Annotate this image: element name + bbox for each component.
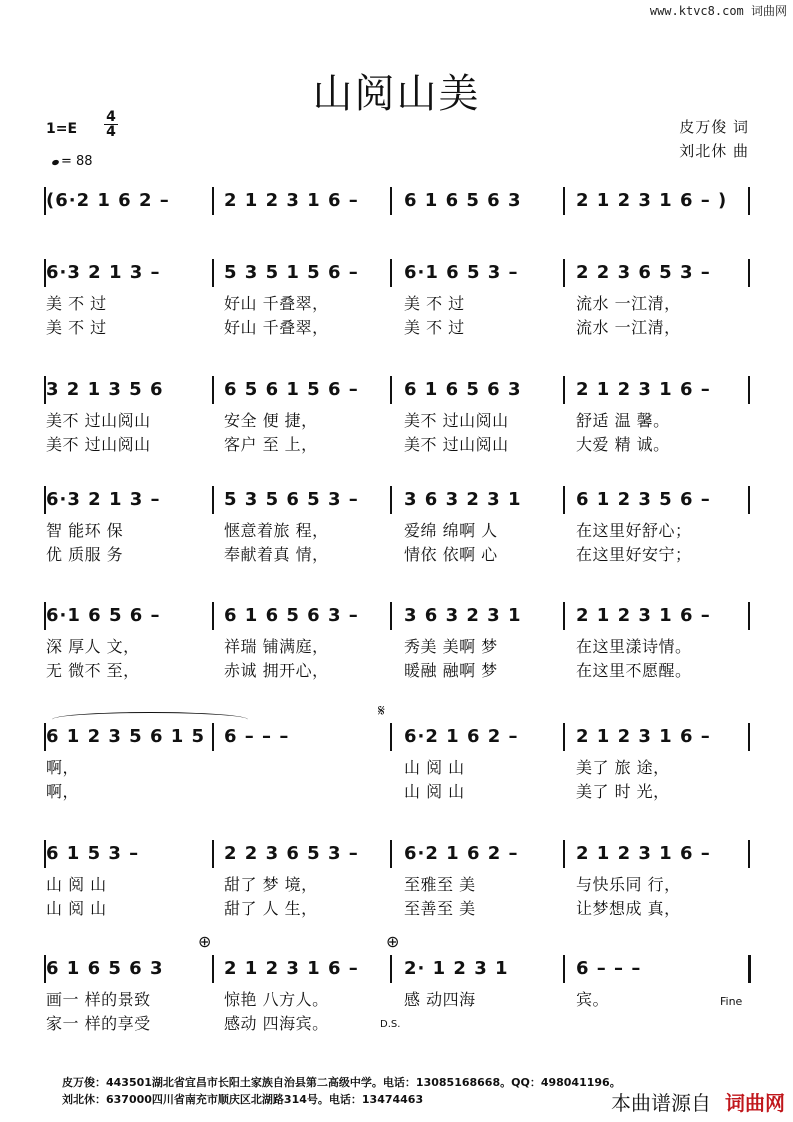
barline <box>563 723 565 751</box>
measure-notes: 3 6 3 2 3 1 <box>404 489 522 510</box>
lyric-1: 美了 旅 途， <box>576 758 670 777</box>
lyric-2: 大爱 精 诚。 <box>576 435 670 454</box>
lyric-2: 山 阅 山 <box>404 782 465 801</box>
barline <box>563 259 565 287</box>
lyric-2: 至善至 美 <box>404 899 476 918</box>
barline <box>390 259 392 287</box>
lyric-1: 感 动四海 <box>404 990 476 1009</box>
barline <box>748 840 750 868</box>
measure-notes: 6 – – – <box>576 958 642 979</box>
measure-notes: 6 1 6 5 6 3 – <box>224 605 359 626</box>
barline <box>390 602 392 630</box>
barline <box>748 259 750 287</box>
time-top: 4 <box>106 109 116 125</box>
barline <box>212 840 214 868</box>
lyric-1: 爱绵 绵啊 人 <box>404 521 498 540</box>
lyric-2: 感动 四海宾。 <box>224 1014 329 1033</box>
lyric-2: 奉献着真 情， <box>224 545 329 564</box>
lyric-1: 美 不 过 <box>404 294 465 313</box>
barline <box>212 187 214 215</box>
barline <box>390 723 392 751</box>
barline <box>748 187 750 215</box>
barline <box>212 955 214 983</box>
fine-mark: Fine <box>720 995 743 1008</box>
measure-notes: 2 1 2 3 1 6 – <box>576 379 711 400</box>
lyric-2: 美不 过山阅山 <box>46 435 151 454</box>
lyric-1: 山 阅 山 <box>46 875 107 894</box>
measure-notes: (6·2 1 6 2 – <box>46 190 170 211</box>
lyric-2: 甜了 人 生， <box>224 899 318 918</box>
lyric-1: 流水 一江清， <box>576 294 681 313</box>
lyric-1: 至雅至 美 <box>404 875 476 894</box>
barline <box>748 486 750 514</box>
lyric-1: 深 厚人 文， <box>46 637 140 656</box>
measure-notes: 5 3 5 1 5 6 – <box>224 262 359 283</box>
lyric-1: 智 能环 保 <box>46 521 124 540</box>
barline <box>748 602 750 630</box>
measure-notes: 6·2 1 6 2 – <box>404 726 519 747</box>
time-signature <box>104 110 118 139</box>
lyric-1: 在这里漾诗情。 <box>576 637 692 656</box>
barline <box>212 602 214 630</box>
lyric-2: 在这里不愿醒。 <box>576 661 692 680</box>
brand-logo-text: 词曲网 <box>725 1091 785 1115</box>
barline <box>748 723 750 751</box>
barline <box>44 376 46 404</box>
footer-line-1: 皮万俊：443501湖北省宜昌市长阳土家族自治县第二高级中学。电话：13085168668。QQ：498041196。 <box>62 1076 621 1089</box>
measure-notes: 6·1 6 5 3 – <box>404 262 519 283</box>
composer-credit: 刘北休 曲 <box>679 142 749 160</box>
slur <box>52 712 248 727</box>
measure-notes: 6 1 2 3 5 6 1 5 <box>46 726 206 747</box>
barline <box>212 376 214 404</box>
lyric-1: 好山 千叠翠， <box>224 294 329 313</box>
barline <box>390 955 392 983</box>
lyric-2: 暖融 融啊 梦 <box>404 661 498 680</box>
lyricist-credit: 皮万俊 词 <box>679 118 749 136</box>
barline <box>563 376 565 404</box>
barline <box>563 602 565 630</box>
lyric-1: 宾。 <box>576 990 610 1009</box>
lyric-2: 无 微不 至， <box>46 661 140 680</box>
ds-mark: D.S. <box>380 1019 401 1030</box>
lyric-2: 优 质服 务 <box>46 545 124 564</box>
lyric-1: 美 不 过 <box>46 294 107 313</box>
lyric-1: 惬意着旅 程， <box>224 521 329 540</box>
barline <box>748 955 751 983</box>
barline <box>212 486 214 514</box>
measure-notes: 6 – – – <box>224 726 290 747</box>
measure-notes: 2· 1 2 3 1 <box>404 958 509 979</box>
lyric-2: 好山 千叠翠， <box>224 318 329 337</box>
measure-notes: 2 1 2 3 1 6 – <box>576 843 711 864</box>
barline <box>563 840 565 868</box>
barline <box>563 187 565 215</box>
barline <box>44 602 46 630</box>
lyric-1: 惊艳 八方人。 <box>224 990 329 1009</box>
song-title: 山阅山美 <box>312 71 481 117</box>
barline <box>390 486 392 514</box>
lyric-1: 美不 过山阅山 <box>46 411 151 430</box>
measure-notes: 6·1 6 5 6 – <box>46 605 161 626</box>
quarter-note-icon <box>51 159 59 166</box>
measure-notes: 2 1 2 3 1 6 – <box>224 190 359 211</box>
barline <box>212 723 214 751</box>
lyric-1: 舒适 温 馨。 <box>576 411 670 430</box>
lyric-2: 让梦想成 真， <box>576 899 681 918</box>
lyric-2: 美 不 过 <box>46 318 107 337</box>
lyric-1: 秀美 美啊 梦 <box>404 637 498 656</box>
lyric-1: 与快乐同 行， <box>576 875 681 894</box>
source-brand <box>611 1087 785 1116</box>
measure-notes: 3 2 1 3 5 6 <box>46 379 164 400</box>
lyric-2: 在这里好安宁； <box>576 545 692 564</box>
barline <box>563 486 565 514</box>
barline <box>44 259 46 287</box>
tempo-value: = 88 <box>61 154 93 169</box>
footer-line-2: 刘北休：637000四川省南充市顺庆区北湖路314号。电话：13474463 <box>62 1093 424 1106</box>
lyric-2: 家一 样的享受 <box>46 1014 151 1033</box>
lyric-1: 甜了 梦 境， <box>224 875 318 894</box>
time-bottom: 4 <box>106 124 116 140</box>
lyric-1: 安全 便 捷， <box>224 411 318 430</box>
barline <box>44 187 46 215</box>
lyric-2: 美了 时 光， <box>576 782 670 801</box>
measure-notes: 2 1 2 3 1 6 – <box>576 726 711 747</box>
site-url: www.ktvc8.com 词曲网 <box>649 4 787 18</box>
barline <box>563 955 565 983</box>
measure-notes: 6 1 5 3 – <box>46 843 140 864</box>
measure-notes: 6·3 2 1 3 – <box>46 489 161 510</box>
measure-notes: 2 1 2 3 1 6 – ) <box>576 190 728 211</box>
measure-notes: 6·2 1 6 2 – <box>404 843 519 864</box>
lyric-2: 美不 过山阅山 <box>404 435 509 454</box>
tempo-mark <box>52 154 93 169</box>
barline <box>44 955 46 983</box>
lyric-1: 祥瑞 铺满庭， <box>224 637 329 656</box>
measure-notes: 2 2 3 6 5 3 – <box>576 262 711 283</box>
key-signature: 1=E <box>46 121 78 137</box>
barline <box>390 187 392 215</box>
lyric-2: 赤诚 拥开心， <box>224 661 329 680</box>
lyric-2: 山 阅 山 <box>46 899 107 918</box>
lyric-1: 美不 过山阅山 <box>404 411 509 430</box>
lyric-2: 情依 依啊 心 <box>404 545 498 564</box>
measure-notes: 6 5 6 1 5 6 – <box>224 379 359 400</box>
lyric-1: 在这里好舒心； <box>576 521 692 540</box>
measure-notes: 2 2 3 6 5 3 – <box>224 843 359 864</box>
barline <box>748 376 750 404</box>
lyric-2: 流水 一江清， <box>576 318 681 337</box>
barline <box>44 723 46 751</box>
measure-notes: 6 1 2 3 5 6 – <box>576 489 711 510</box>
measure-notes: 5 3 5 6 5 3 – <box>224 489 359 510</box>
measure-notes: 6 1 6 5 6 3 <box>46 958 164 979</box>
lyric-1: 啊， <box>46 758 80 777</box>
barline <box>390 840 392 868</box>
lyric-2: 美 不 过 <box>404 318 465 337</box>
lyric-2: 啊， <box>46 782 80 801</box>
measure-notes: 2 1 2 3 1 6 – <box>224 958 359 979</box>
measure-notes: 6·3 2 1 3 – <box>46 262 161 283</box>
lyric-1: 山 阅 山 <box>404 758 465 777</box>
measure-notes: 2 1 2 3 1 6 – <box>576 605 711 626</box>
coda-icon-1: ⊕ <box>198 932 212 951</box>
barline <box>44 486 46 514</box>
barline <box>44 840 46 868</box>
brand-text: 本曲谱源自 <box>611 1091 711 1115</box>
barline <box>212 259 214 287</box>
coda-icon-2: ⊕ <box>386 932 400 951</box>
segno-icon: 𝄋 <box>378 701 385 720</box>
measure-notes: 6 1 6 5 6 3 <box>404 379 522 400</box>
lyric-2: 客户 至 上， <box>224 435 318 454</box>
barline <box>390 376 392 404</box>
measure-notes: 6 1 6 5 6 3 <box>404 190 522 211</box>
measure-notes: 3 6 3 2 3 1 <box>404 605 522 626</box>
lyric-1: 画一 样的景致 <box>46 990 151 1009</box>
